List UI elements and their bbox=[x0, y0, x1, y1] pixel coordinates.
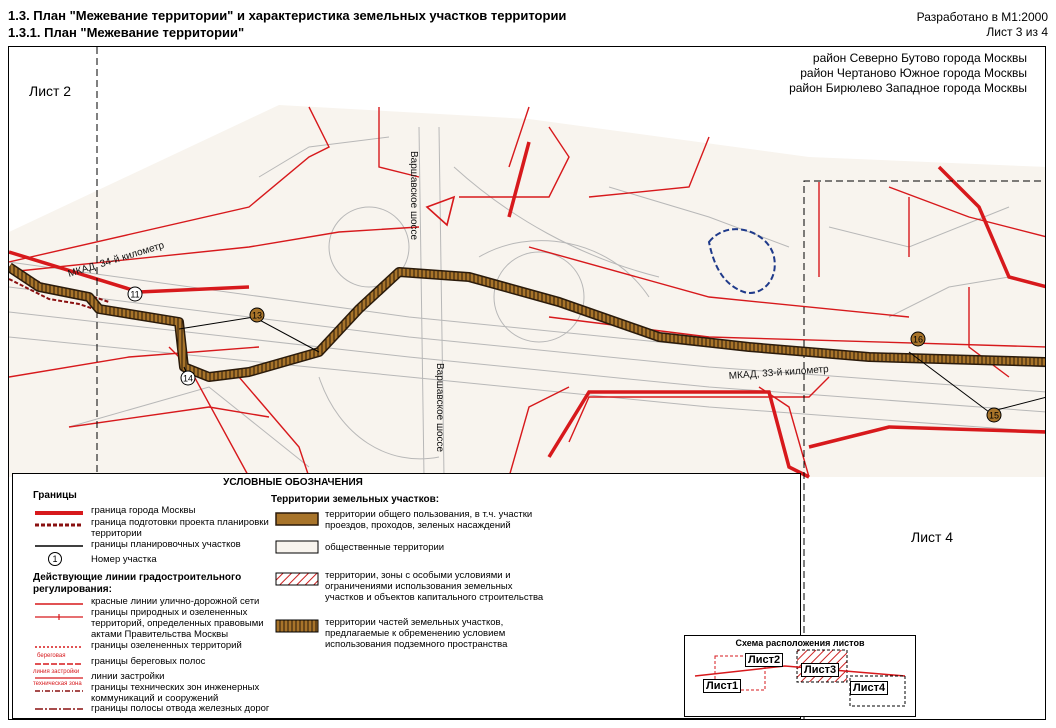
parcel-marker-16[interactable] bbox=[911, 332, 925, 346]
legend-borders-heading: Границы bbox=[33, 490, 77, 501]
parcel-number: 15 bbox=[988, 410, 1000, 421]
symbol-nature-border bbox=[33, 612, 85, 622]
legend-public-use: территории общего пользования, в т.ч. участки проездов, проходов, зеленых насаждений bbox=[325, 509, 533, 531]
parcel-marker-14[interactable] bbox=[181, 371, 195, 385]
parcel-marker-13[interactable] bbox=[250, 308, 264, 322]
legend-mini-build: линия застройки bbox=[33, 669, 80, 675]
parcel-number: 13 bbox=[251, 310, 263, 321]
symbol-planning-units bbox=[33, 543, 85, 549]
legend-public-areas: общественные территории bbox=[325, 542, 445, 553]
symbol-underground bbox=[275, 619, 319, 633]
symbol-public-areas bbox=[275, 540, 319, 554]
legend-mini-tech: техническая зона bbox=[33, 681, 82, 687]
legend-panel bbox=[12, 473, 801, 719]
symbol-red-lines bbox=[33, 601, 85, 607]
symbol-planning-boundary bbox=[33, 521, 85, 529]
legend-green-border: границы озелененных территорий bbox=[91, 640, 242, 651]
scheme-sheet-4[interactable]: Лист4 bbox=[850, 681, 888, 695]
legend-railway: границы полосы отвода железных дорог bbox=[91, 703, 270, 714]
road-label-varshavskoe-north: Варшавское шоссе bbox=[408, 151, 419, 241]
sheet-label-right: Лист 4 bbox=[911, 529, 954, 545]
scheme-title: Схема расположения листов bbox=[735, 638, 865, 648]
legend-underground: территории частей земельных участков, предлагаемые к обременению условием использования подземного пространства bbox=[325, 617, 508, 650]
parcel-marker-15[interactable] bbox=[987, 408, 1001, 422]
legend-shore-strip: границы береговых полос bbox=[91, 656, 206, 667]
scheme-sheet-1[interactable]: Лист1 bbox=[703, 679, 741, 693]
symbol-green-border bbox=[33, 644, 85, 650]
parcel-number: 14 bbox=[182, 373, 194, 384]
legend-lines-heading: Действующие линии градостроительного регулирования: bbox=[33, 572, 242, 595]
parcel-number: 16 bbox=[912, 334, 924, 345]
district-name: район Северно Бутово города Москвы bbox=[812, 51, 1027, 65]
scheme-sheet-3[interactable]: Лист3 bbox=[801, 663, 839, 677]
symbol-public-use bbox=[275, 512, 319, 526]
scheme-sheet-2[interactable]: Лист2 bbox=[745, 653, 783, 667]
legend-parcel-number: Номер участка bbox=[91, 554, 157, 565]
district-list bbox=[789, 51, 1027, 96]
district-name: район Чертаново Южное города Москвы bbox=[800, 66, 1027, 80]
legend-mini-shore: береговая bbox=[37, 653, 66, 659]
scale-label: Разработано в М1:2000 bbox=[916, 10, 1048, 24]
legend-title: УСЛОВНЫЕ ОБОЗНАЧЕНИЯ bbox=[223, 477, 363, 488]
road-label-mkad33: МКАД, 33-й километр bbox=[728, 364, 829, 382]
legend-restricted-zone: территории, зоны с особыми условиями и ограничениями использования земельных участков и объектов капитального строительства bbox=[325, 570, 544, 603]
plan-title: 1.3. План "Межевание территории" и характеристика земельных участков территории bbox=[8, 8, 567, 23]
sheet-layout-scheme bbox=[684, 635, 916, 717]
legend-moscow-border: граница города Москвы bbox=[91, 505, 196, 516]
parcel-number: 11 bbox=[130, 289, 140, 300]
svg-text:1: 1 bbox=[52, 554, 58, 564]
sheet-counter: Лист 3 из 4 bbox=[986, 25, 1048, 39]
legend-red-lines: красные линии улично-дорожной сети bbox=[91, 596, 260, 607]
district-name: район Бирюлево Западное города Москвы bbox=[789, 81, 1027, 95]
road-label-varshavskoe-south: Варшавское шоссе bbox=[434, 363, 445, 453]
legend-planning-units: границы планировочных участков bbox=[91, 539, 241, 550]
legend-build-line: линии застройки bbox=[91, 671, 165, 682]
parcel-marker-11[interactable] bbox=[128, 287, 142, 301]
scheme-lines bbox=[685, 636, 915, 716]
symbol-parcel-number bbox=[47, 551, 63, 567]
map-frame bbox=[8, 46, 1046, 720]
symbol-railway bbox=[33, 706, 85, 712]
legend-planning-boundary: граница подготовки проекта планировки территории bbox=[91, 517, 269, 539]
legend-tech-zone: границы технических зон инженерных коммуникаций и сооружений bbox=[91, 682, 260, 704]
symbol-moscow-border bbox=[33, 509, 85, 517]
legend-parcels-heading: Территории земельных участков: bbox=[271, 494, 440, 505]
symbol-restricted-zone bbox=[275, 572, 319, 586]
legend-nature-border: границы природных и озелененных территорий, определенных правовыми актами Правительства Москвы bbox=[91, 607, 264, 640]
plan-subtitle: 1.3.1. План "Межевание территории" bbox=[8, 25, 245, 40]
road-label-mkad34: МКАД, 34-й километр bbox=[66, 240, 166, 280]
sheet-label-left: Лист 2 bbox=[29, 83, 72, 99]
